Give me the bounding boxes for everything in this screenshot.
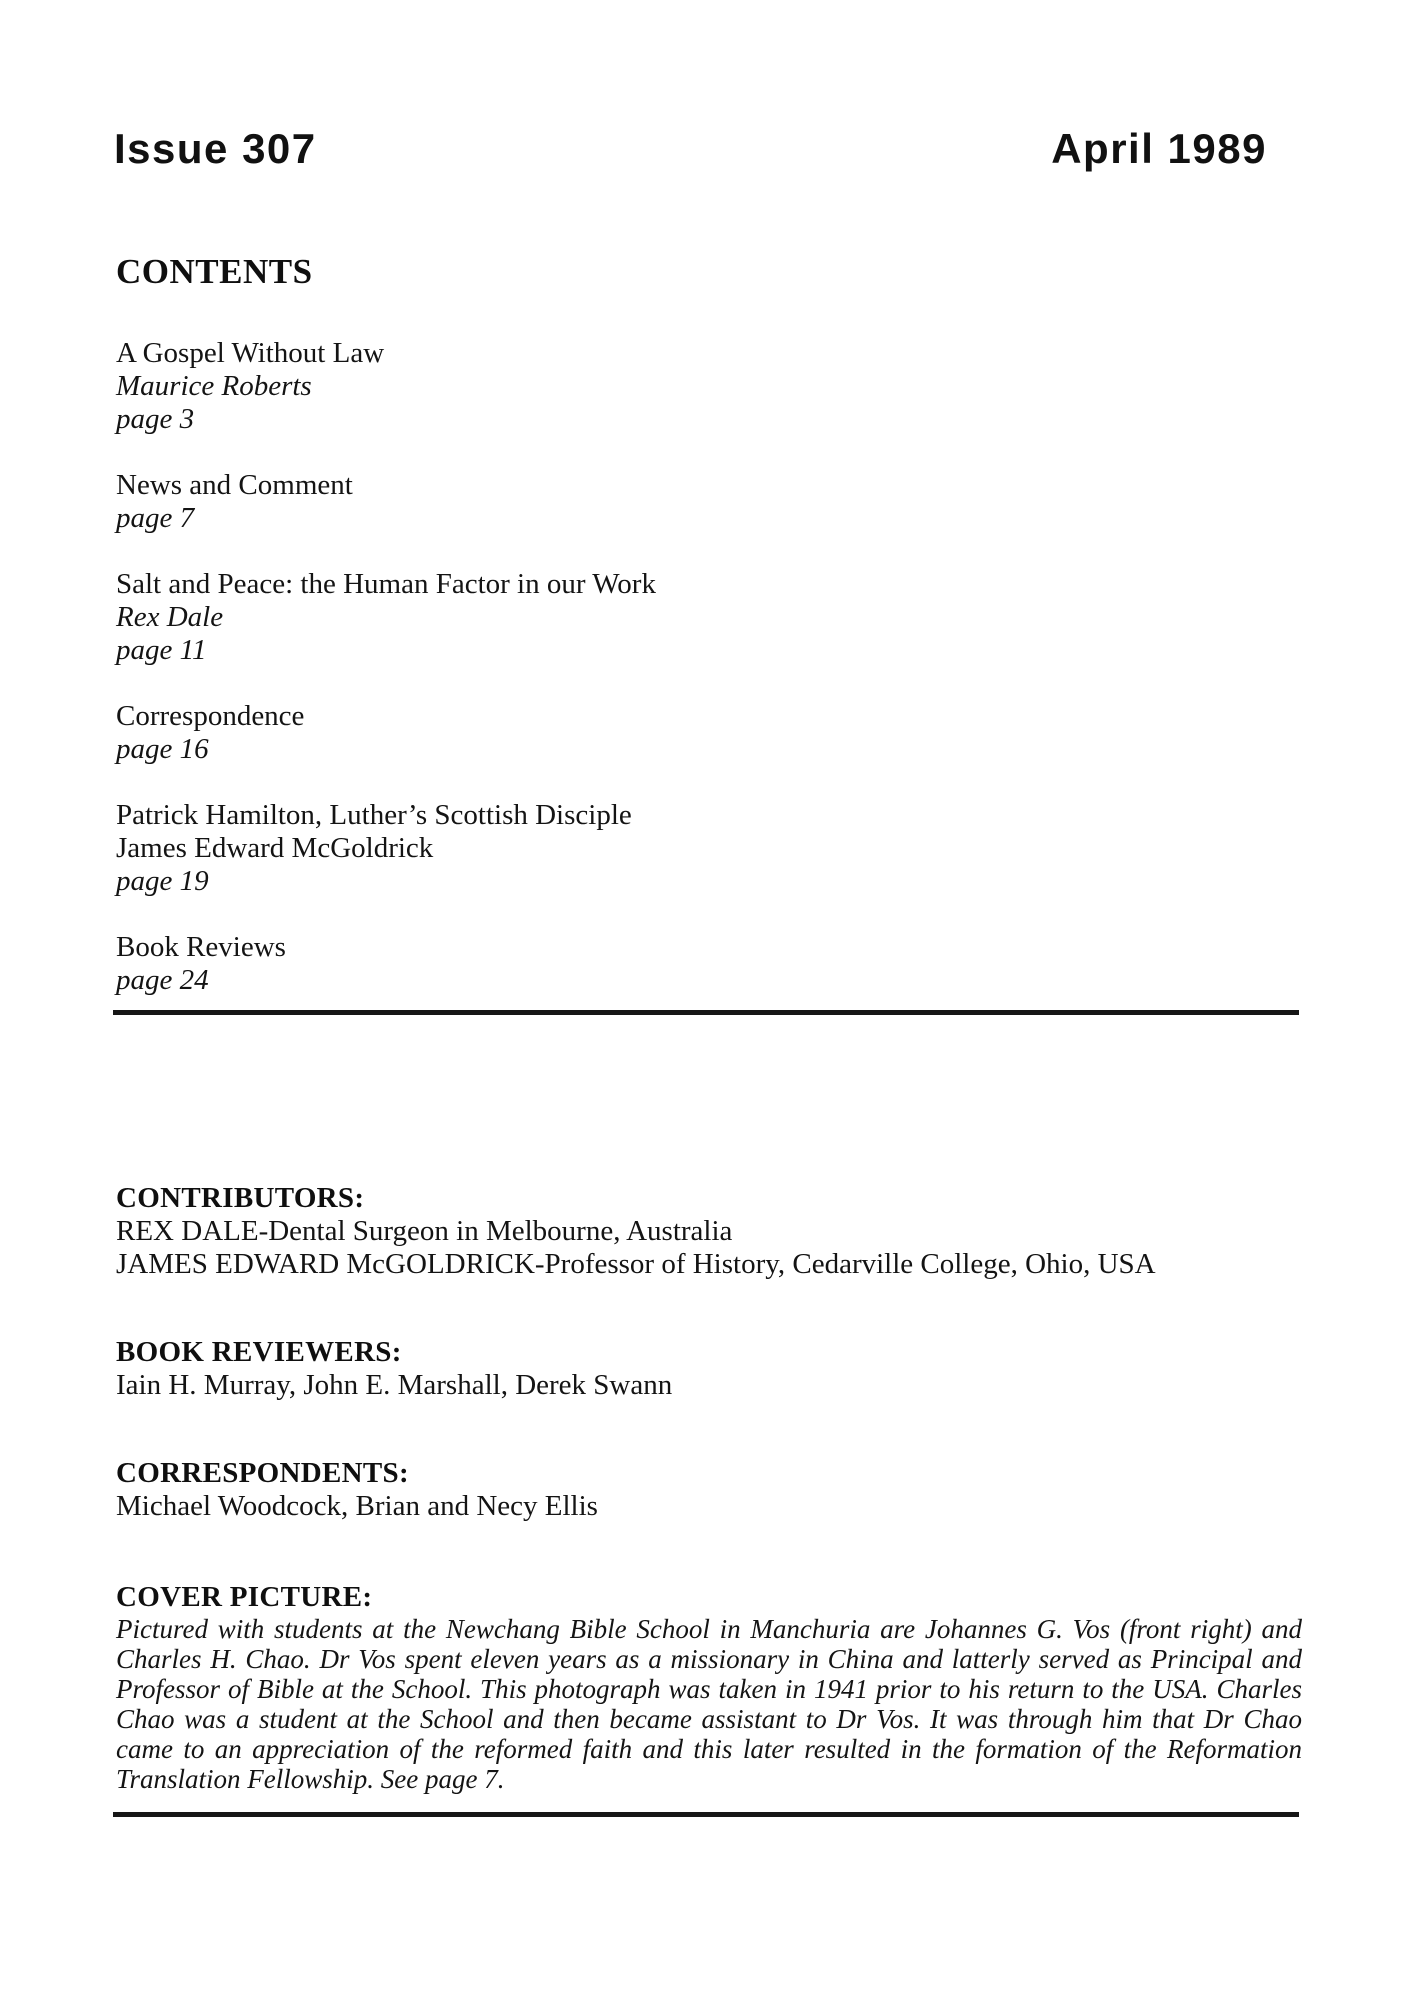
toc-item-author: James Edward McGoldrick	[116, 832, 434, 864]
toc-item-title: Book Reviews	[116, 931, 286, 963]
masthead	[114, 125, 1300, 172]
divider-top	[113, 1010, 1299, 1015]
contributor-line: REX DALE-Dental Surgeon in Melbourne, Australia	[116, 1215, 733, 1247]
toc-item	[116, 469, 1302, 535]
toc-item	[116, 337, 1302, 436]
toc-item	[116, 931, 1302, 997]
contributors-block	[116, 1182, 1302, 1281]
toc-item	[116, 799, 1302, 898]
correspondent-line: Michael Woodcock, Brian and Necy Ellis	[116, 1490, 598, 1522]
cover-picture-heading: COVER PICTURE:	[116, 1581, 373, 1613]
toc-item-page: page 19	[116, 865, 209, 897]
toc-item-page: page 7	[116, 502, 195, 534]
toc-item-title: Salt and Peace: the Human Factor in our Work	[116, 568, 656, 600]
toc-item	[116, 700, 1302, 766]
toc-item-title: Patrick Hamilton, Luther’s Scottish Disciple	[116, 799, 632, 831]
correspondents-block	[116, 1457, 1302, 1523]
contents-section	[116, 254, 1302, 1030]
toc-item-title: A Gospel Without Law	[116, 337, 385, 369]
issue-number: Issue 307	[114, 125, 317, 172]
book-reviewer-line: Iain H. Murray, John E. Marshall, Derek Swann	[116, 1369, 673, 1401]
toc-item-title: News and Comment	[116, 469, 353, 501]
toc-item-page: page 11	[116, 634, 207, 666]
book-reviewers-heading: BOOK REVIEWERS:	[116, 1336, 402, 1368]
correspondents-heading: CORRESPONDENTS:	[116, 1457, 409, 1489]
toc-item-author: Rex Dale	[116, 601, 224, 633]
toc-item	[116, 568, 1302, 667]
issue-date: April 1989	[1051, 125, 1267, 172]
contents-heading: CONTENTS	[116, 252, 313, 291]
contributors-heading: CONTRIBUTORS:	[116, 1182, 365, 1214]
cover-picture-section	[116, 1581, 1302, 1794]
toc-item-page: page 24	[116, 964, 209, 996]
credits-section	[116, 1182, 1302, 1578]
toc-item-page: page 16	[116, 733, 209, 765]
book-reviewers-block	[116, 1336, 1302, 1402]
cover-picture-caption: Pictured with students at the Newchang Bible School in Manchuria are Johannes G. Vos (front right) and Charles H. Chao. Dr Vos spent eleven years as a missionary in China and latterly served as Principal and Professor of Bible at the School. This photograph was taken in 1941 prior to his return to the USA. Charles Chao was a student at the School and then became assistant to Dr Vos. It was through him that Dr Chao came to an appreciation of the reformed faith and this later resulted in the formation of the Reformation Translation Fellowship. See page 7.	[116, 1614, 1302, 1794]
toc-item-title: Correspondence	[116, 700, 305, 732]
divider-bottom	[113, 1812, 1299, 1817]
toc-item-page: page 3	[116, 403, 195, 435]
toc-item-author: Maurice Roberts	[116, 370, 312, 402]
contributor-line: JAMES EDWARD McGOLDRICK-Professor of History, Cedarville College, Ohio, USA	[116, 1248, 1156, 1280]
